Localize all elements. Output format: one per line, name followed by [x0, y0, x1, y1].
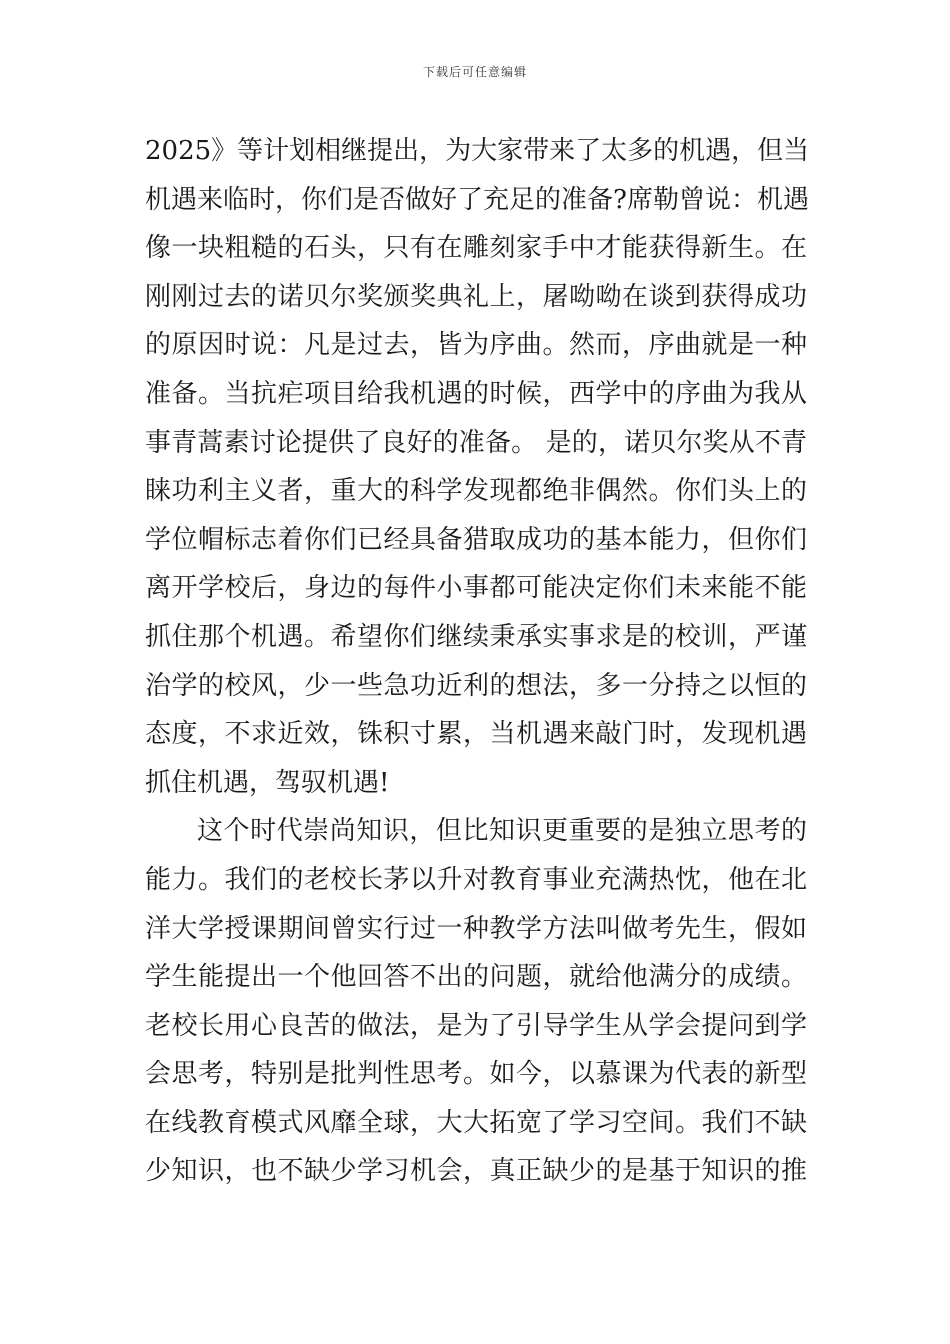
text-line: 离开学校后，身边的每件小事都可能决定你们未来能不能 [145, 573, 807, 604]
text-line: 会思考，特别是批判性思考。如今，以慕课为代表的新型 [145, 1059, 807, 1090]
text-line: 学位帽标志着你们已经具备猎取成功的基本能力，但你们 [145, 524, 807, 555]
text-line: 抓住那个机遇。希望你们继续秉承实事求是的校训，严谨 [145, 621, 807, 652]
text-line: 治学的校风，少一些急功近利的想法，多一分持之以恒的 [145, 670, 807, 701]
paragraph-start-line: 这个时代崇尚知识，但比知识更重要的是独立思考的 [197, 816, 807, 847]
text-line: 刚刚过去的诺贝尔奖颁奖典礼上，屠呦呦在谈到获得成功 [145, 281, 807, 312]
text-line: 的原因时说：凡是过去，皆为序曲。然而，序曲就是一种 [145, 330, 807, 361]
text-line: 能力。我们的老校长茅以升对教育事业充满热忱，他在北 [145, 864, 807, 895]
paragraph-end-line: 抓住机遇，驾驭机遇! [145, 767, 390, 798]
text-line: 睐功利主义者，重大的科学发现都绝非偶然。你们头上的 [145, 476, 807, 507]
text-line: 少知识，也不缺少学习机会，真正缺少的是基于知识的推 [145, 1156, 807, 1187]
document-body [145, 127, 810, 1196]
text-line: 准备。当抗疟项目给我机遇的时候，西学中的序曲为我从 [145, 378, 807, 409]
text-line: 在线教育模式风靡全球，大大拓宽了学习空间。我们不缺 [145, 1107, 807, 1138]
text-line: 洋大学授课期间曾实行过一种教学方法叫做考先生，假如 [145, 913, 807, 944]
text-line: 机遇来临时，你们是否做好了充足的准备?席勒曾说：机遇 [145, 184, 809, 215]
text-line: 事青蒿素讨论提供了良好的准备。 是的，诺贝尔奖从不青 [145, 427, 807, 458]
text-line: 学生能提出一个他回答不出的问题，就给他满分的成绩。 [145, 962, 807, 993]
text-line: 2025》等计划相继提出，为大家带来了太多的机遇，但当 [145, 136, 810, 166]
text-line: 态度，不求近效，铢积寸累，当机遇来敲门时，发现机遇 [145, 719, 807, 750]
text-line: 老校长用心良苦的做法，是为了引导学生从学会提问到学 [145, 1010, 807, 1041]
page-header: 下载后可任意编辑 [422, 65, 527, 79]
text-line: 像一块粗糙的石头，只有在雕刻家手中才能获得新生。在 [145, 233, 807, 264]
